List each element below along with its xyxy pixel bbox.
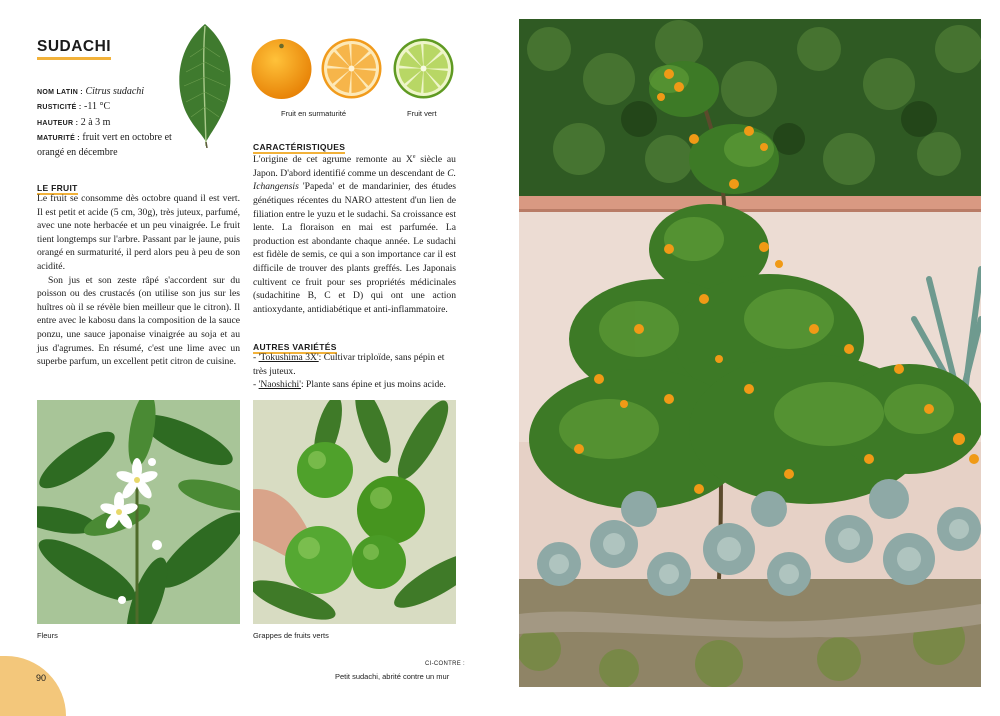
flowers-photo xyxy=(37,400,240,624)
le-fruit-text xyxy=(37,192,240,369)
maturity-label: MATURITÉ : xyxy=(37,134,80,142)
height-value: 2 à 3 m xyxy=(80,116,111,128)
caption-overripe: Fruit en surmaturité xyxy=(281,109,347,118)
maturity-value: fruit vert en octobre et orangé en décembre xyxy=(37,131,172,159)
page-number-tab xyxy=(0,656,66,716)
green-fruits-photo xyxy=(253,400,456,624)
caracteristiques-species: C. Ichangensis xyxy=(253,167,456,193)
variety-item: - 'Tokushima 3X': Cultivar triploïde, sans pépin et très juteux. xyxy=(253,352,445,377)
caption-green-fruit: Fruit vert xyxy=(407,109,437,118)
caracteristiques-text xyxy=(253,151,456,316)
variety-item: - 'Naoshichi': Plante sans épine et jus moins acide. xyxy=(253,379,446,391)
autres-varietes-heading: AUTRES VARIÉTÉS xyxy=(253,342,337,352)
variety-name: 'Naoshichi' xyxy=(258,379,301,391)
le-fruit-paragraph-1: Le fruit se consomme dès octobre quand il est vert. Il est petit et acide (5 cm, 30g), très juteux, parfumé, avec une note herbacée et un peu vinaigrée. Le fruit tient longtemps sur l'arbre. Passant par le jaune, puis orangé en surmaturité, il perd alors peu à peu de son acidité. xyxy=(37,193,240,272)
orange-fruit-slice-image xyxy=(320,37,383,100)
leaf-image xyxy=(172,22,238,148)
height-label: HAUTEUR : xyxy=(37,119,79,127)
rusticity-value: -11 °C xyxy=(84,101,111,113)
rusticity-label: RUSTICITÉ : xyxy=(37,104,82,112)
caption-large-photo: Petit sudachi, abrité contre un mur xyxy=(335,672,450,681)
orange-fruit-image xyxy=(250,37,313,100)
le-fruit-heading: LE FRUIT xyxy=(37,183,78,193)
century-superscript: e xyxy=(412,154,416,160)
le-fruit-paragraph-2: Son jus et son zeste râpé s'accordent sur du poisson ou des crustacés (on utilise son jus sur les huîtres où il se révèle bien meilleur que le citron). Il entre avec le kabosu dans la composition de la sauce ponzu, une sauce japonaise vinaigrée au soja et au jus d'agrumes. En résumé, c'est une lime avec un superbe parfum, un excellent petit citron de cuisine. xyxy=(37,274,240,368)
caption-flowers: Fleurs xyxy=(37,631,58,640)
caracteristiques-text-c: 'Papeda' et de mandarinier, des études génétiques récentes du NARO attestent d'un lien de filiation entre le yuzu et le sudachi. Sa croissance est lente. La floraison en mai est parfumée. La production est abondante chaque année. Le sudachi est fidèle de semis, ce qui a son importance car il est difficile de trouver des plants greffés. Les Japonais cultivent ce fruit pour ses propriétés médicinales (sudachitine B, C et D) qui ont une action antioxydante, antidiabétique et anti-inflammatoire. xyxy=(253,181,456,315)
page-number: 90 xyxy=(36,673,47,683)
variety-desc: : Cultivar triploïde, sans pépin et très juteux. xyxy=(253,352,445,377)
latin-value: Citrus sudachi xyxy=(85,86,145,97)
plant-meta xyxy=(37,85,177,160)
green-fruit-slice-image xyxy=(392,37,455,100)
latin-label: NOM LATIN : xyxy=(37,89,83,96)
caracteristiques-heading: CARACTÉRISTIQUES xyxy=(253,142,346,152)
page-title: SUDACHI xyxy=(37,38,111,60)
sudachi-tree-photo xyxy=(519,19,981,687)
variety-desc: : Plante sans épine et jus moins acide. xyxy=(300,379,446,391)
caracteristiques-text-a: L'origine de cet agrume remonte au X xyxy=(253,154,413,166)
variety-name: 'Tokushima 3X' xyxy=(258,352,319,363)
caracteristiques-text-b: siècle au Japon. D'abord identifié comme un descendant de xyxy=(253,154,456,179)
caption-ci-contre-label: CI-CONTRE : xyxy=(425,661,465,667)
autres-varietes-list xyxy=(253,351,456,392)
caption-green-fruits: Grappes de fruits verts xyxy=(253,631,329,640)
